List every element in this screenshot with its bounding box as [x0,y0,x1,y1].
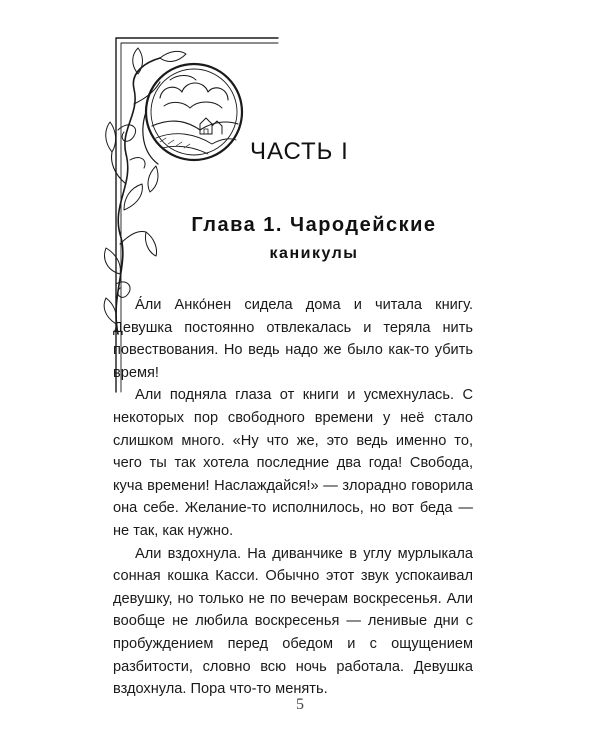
paragraph: Али подняла глаза от книги и усмехнулась. С некоторых пор свободного времени у неё стало слишком много. «Ну что же, это ведь именно то, чего ты так хотела последние два года! Свобода, куча времени! Наслаждайся!» — злорадно говорила она себе. Желание-то исполнилось, но вот беда — не так, как нужно. [113,387,473,539]
page-number: 5 [296,696,304,713]
paragraph: Али вздохнула. На диванчике в углу мурлыкала сонная кошка Касси. Обычно этот звук успокаивал девушку, но только не по вечерам воскресенья. Али вообще не любила воскресенья — ленивые дни с пробуждением перед обедом и с ощущением разбитости, словно всю ночь работала. Девушка вздохнула. Пора что-то менять. [113,545,473,698]
paragraph: А́ли Анко́нен сидела дома и читала книгу. Девушка постоянно отвлекалась и теряла нить повествования. Но ведь надо же было как-то убить время! [113,297,473,381]
chapter-title-line-2: каникулы [269,245,359,262]
chapter-title-line-1: Глава 1. Чародейские [191,214,437,236]
part-title: ЧАСТЬ I [250,138,349,165]
chapter-body [113,294,473,701]
chapter-title [154,212,474,268]
